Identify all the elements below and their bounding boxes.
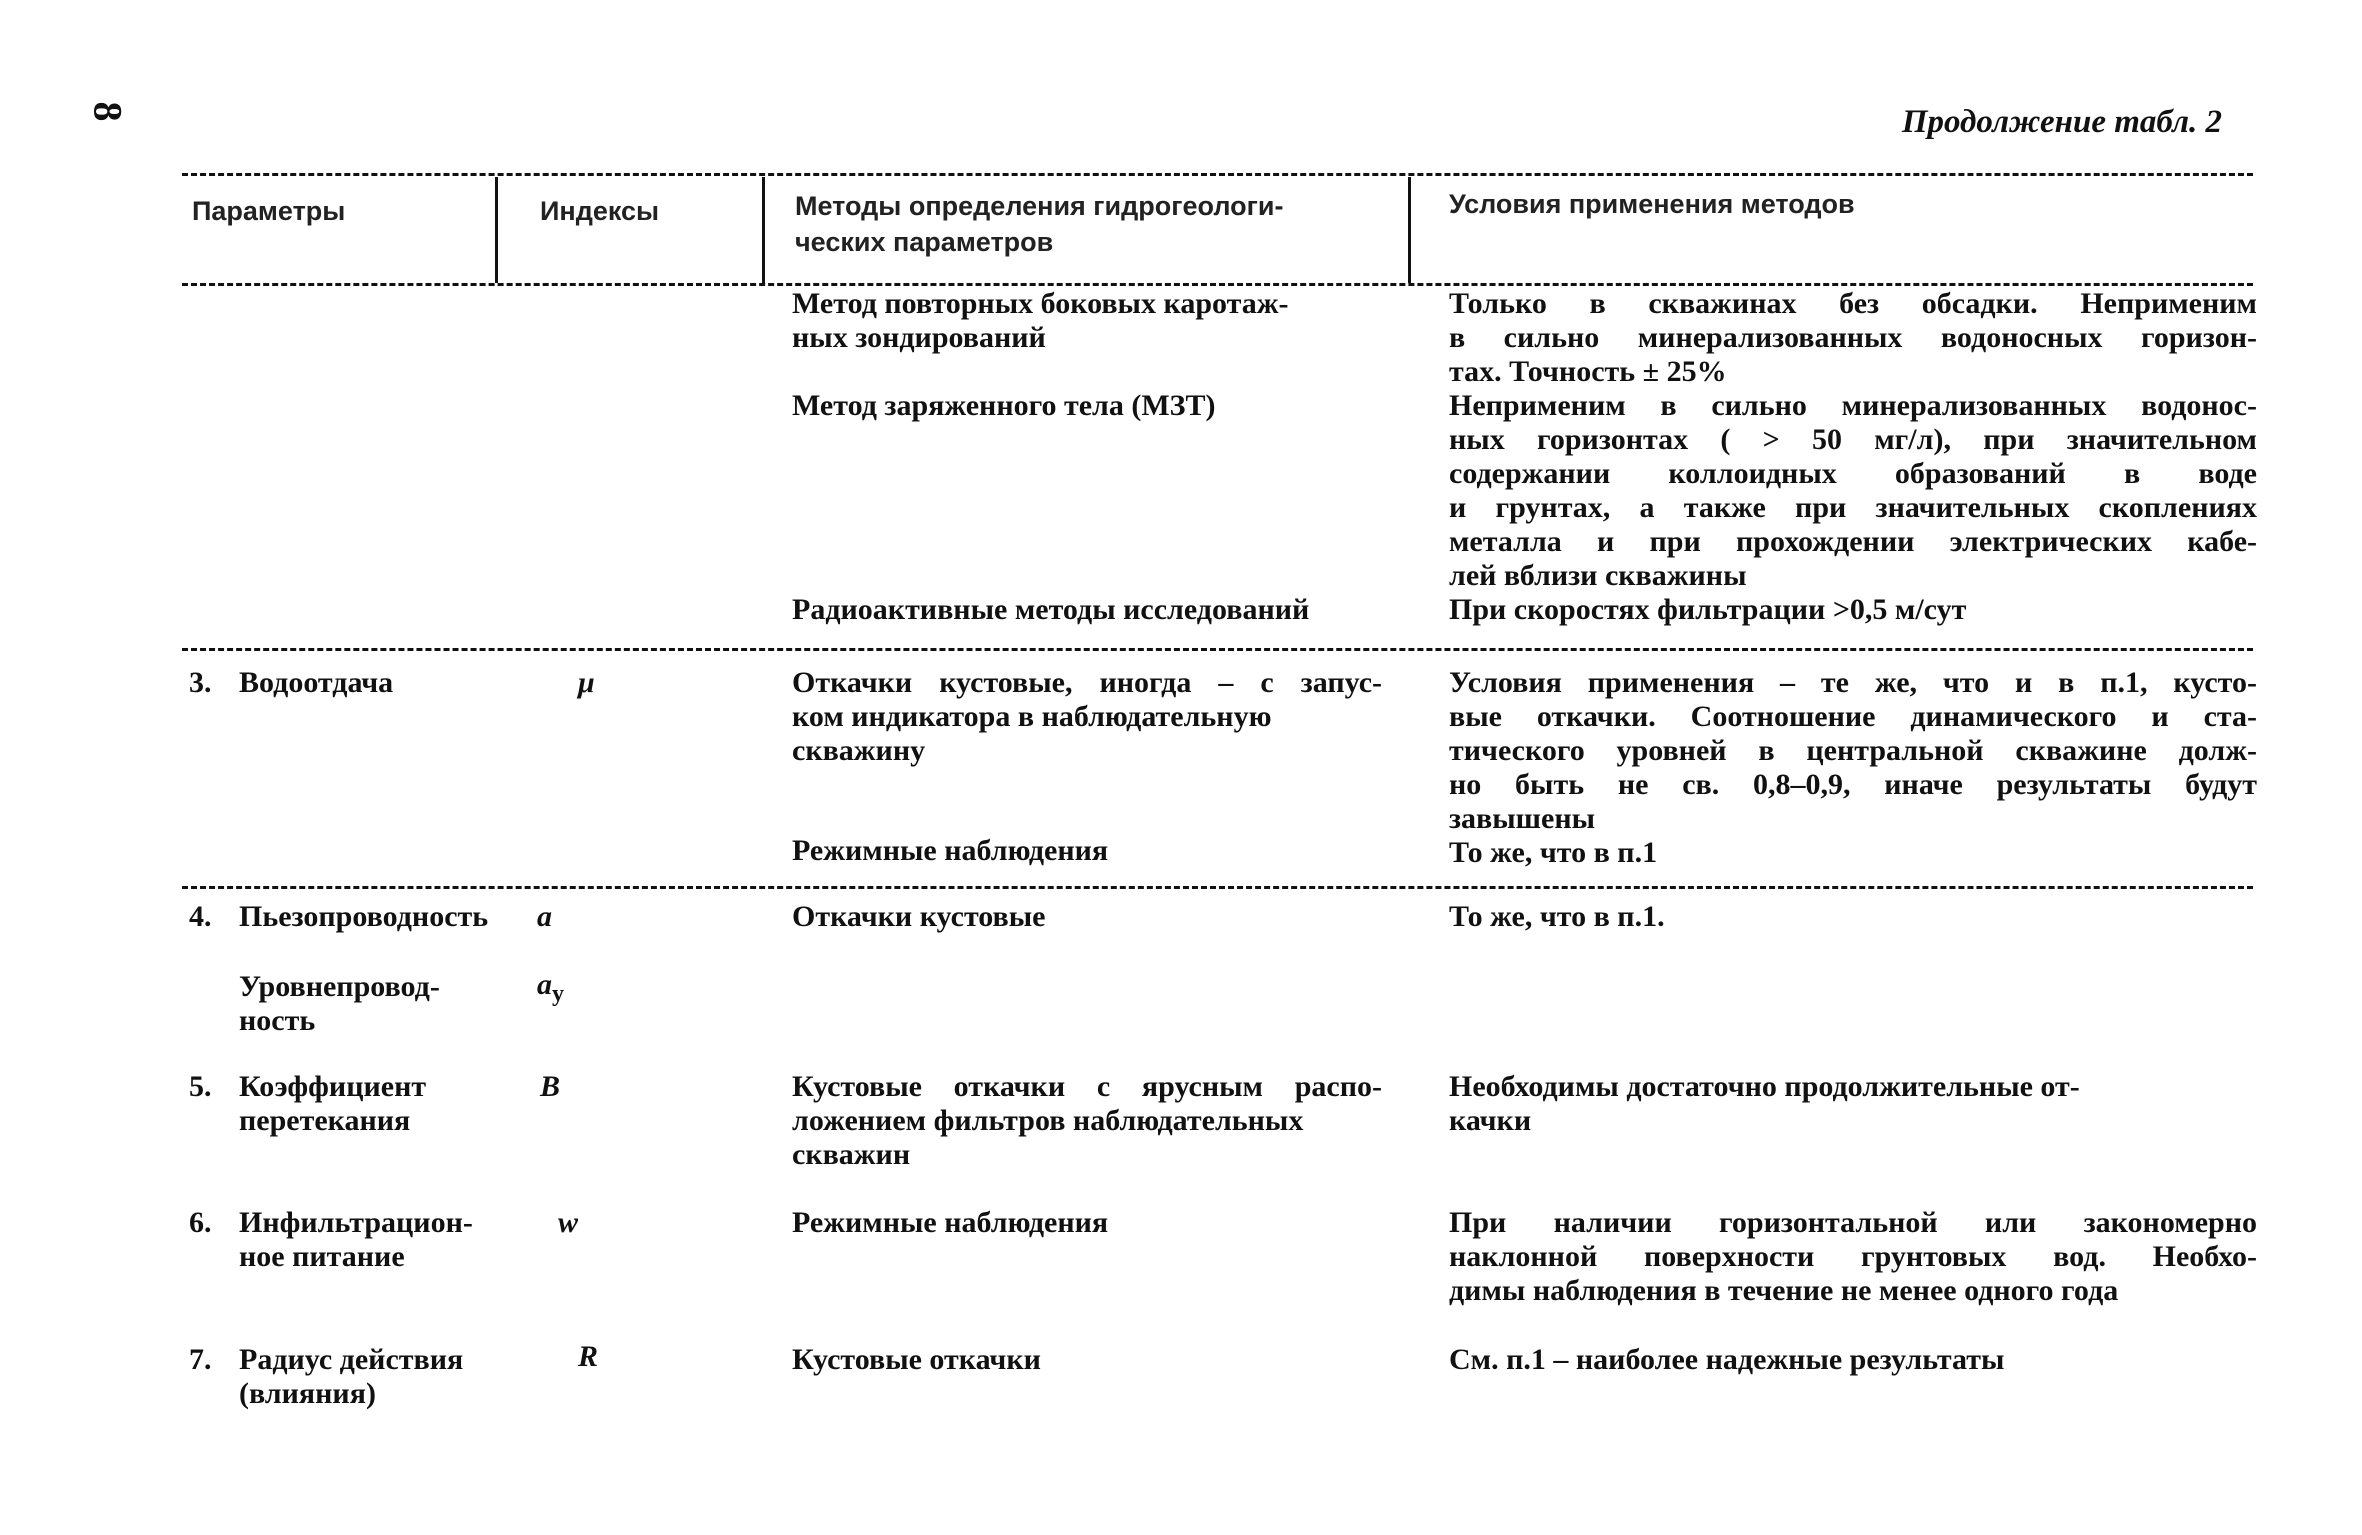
header-line: Методы определения гидрогеологи- bbox=[795, 191, 1284, 221]
text-line: Метод заряженного тела (МЗТ) bbox=[792, 389, 1216, 422]
row-number: 7. bbox=[189, 1343, 212, 1376]
index-subscript: y bbox=[552, 981, 564, 1007]
column-divider bbox=[1408, 177, 1411, 283]
column-header-parameters: Параметры bbox=[192, 196, 346, 226]
column-divider bbox=[495, 177, 498, 283]
text-line: качки bbox=[1449, 1104, 1532, 1137]
text-line: тах. Точность ± 25% bbox=[1449, 355, 1727, 388]
condition-cell bbox=[1449, 1206, 2257, 1308]
text-line: Откачки кустовые, иногда – с запус- bbox=[792, 666, 1382, 699]
text-line: Режимные наблюдения bbox=[792, 834, 1109, 867]
text-line: Инфильтрацион- bbox=[239, 1206, 473, 1239]
text-line: скважин bbox=[792, 1138, 911, 1171]
column-header-indices: Индексы bbox=[540, 196, 660, 226]
method-cell bbox=[792, 1070, 1382, 1172]
text-line: Неприменим в сильно минерализованных водонос- bbox=[1449, 389, 2257, 422]
text-line: Радиус действия bbox=[239, 1343, 464, 1376]
text-line: металла и при прохождении электрических кабе- bbox=[1449, 525, 2257, 558]
parameter-name: Пьезопроводность bbox=[239, 900, 489, 933]
parameter-name bbox=[239, 1206, 473, 1274]
text-line: димы наблюдения в течение не менее одного года bbox=[1449, 1274, 2119, 1307]
row-number: 3. bbox=[189, 666, 212, 699]
row-number: 4. bbox=[189, 900, 212, 933]
text-line: в сильно минерализованных водоносных горизон- bbox=[1449, 321, 2257, 354]
text-line: Уровнепровод- bbox=[239, 970, 440, 1003]
parameter-index: w bbox=[558, 1206, 579, 1239]
table-top-rule bbox=[182, 173, 2253, 176]
parameter-index: μ bbox=[578, 666, 595, 699]
method-cell bbox=[792, 593, 1382, 627]
text-line: и грунтах, а также при значительных скоплениях bbox=[1449, 491, 2257, 524]
continuation-label: Продолжение табл. 2 bbox=[1901, 104, 2222, 140]
text-line: То же, что в п.1 bbox=[1449, 836, 1658, 869]
method-cell bbox=[792, 834, 1382, 868]
text-line: завышены bbox=[1449, 802, 1596, 835]
text-line: (влияния) bbox=[239, 1377, 376, 1410]
text-line: При наличии горизонтальной или закономерно bbox=[1449, 1206, 2257, 1239]
column-header-methods bbox=[795, 188, 1283, 260]
text-line: скважину bbox=[792, 734, 926, 767]
header-bottom-rule bbox=[182, 283, 2253, 286]
text-line: ком индикатора в наблюдательную bbox=[792, 700, 1272, 733]
method-cell: Откачки кустовые bbox=[792, 900, 1046, 933]
text-line: Только в скважинах без обсадки. Неприменим bbox=[1449, 287, 2257, 320]
method-cell bbox=[792, 389, 1382, 423]
text-line: Коэффициент bbox=[239, 1070, 427, 1103]
text-line: Необходимы достаточно продолжительные от- bbox=[1449, 1070, 2080, 1103]
condition-cell bbox=[1449, 287, 2257, 627]
row-separator bbox=[182, 648, 2253, 651]
column-header-conditions: Условия применения методов bbox=[1449, 189, 1855, 219]
column-divider bbox=[762, 177, 765, 283]
text-line: ложением фильтров наблюдательных bbox=[792, 1104, 1304, 1137]
text-line: Условия применения – те же, что и в п.1, кусто- bbox=[1449, 666, 2257, 699]
text-line: наклонной поверхности грунтовых вод. Необхо- bbox=[1449, 1240, 2257, 1273]
text-line: ных зондирований bbox=[792, 321, 1046, 354]
text-line: Кустовые откачки с ярусным распо- bbox=[792, 1070, 1382, 1103]
page-number: 8 bbox=[85, 101, 131, 122]
parameter-name bbox=[239, 1070, 426, 1138]
text-line: При скоростях фильтрации >0,5 м/сут bbox=[1449, 593, 1967, 626]
method-cell bbox=[792, 287, 1382, 355]
parameter-index: B bbox=[540, 1070, 561, 1103]
text-line: ность bbox=[239, 1004, 316, 1037]
parameter-name: Водоотдача bbox=[239, 666, 394, 699]
text-line: Радиоактивные методы исследований bbox=[792, 593, 1310, 626]
row-number: 5. bbox=[189, 1070, 212, 1103]
text-line: но быть не св. 0,8–0,9, иначе результаты будут bbox=[1449, 768, 2257, 801]
parameter-index: a bbox=[537, 900, 552, 933]
text-line: лей вблизи скважины bbox=[1449, 559, 1747, 592]
row-separator bbox=[182, 886, 2253, 889]
condition-cell bbox=[1449, 666, 2257, 870]
parameter-index bbox=[537, 968, 564, 1011]
condition-cell: То же, что в п.1. bbox=[1449, 900, 1665, 933]
text-line: Метод повторных боковых каротаж- bbox=[792, 287, 1289, 320]
method-cell: Кустовые откачки bbox=[792, 1343, 1041, 1376]
row-number: 6. bbox=[189, 1206, 212, 1239]
method-cell: Режимные наблюдения bbox=[792, 1206, 1109, 1239]
parameter-index: R bbox=[578, 1340, 599, 1373]
parameter-name bbox=[239, 970, 440, 1038]
method-cell bbox=[792, 666, 1382, 768]
condition-cell bbox=[1449, 1070, 2257, 1138]
text-line: вые откачки. Соотношение динамического и ста- bbox=[1449, 700, 2257, 733]
index-symbol: a bbox=[537, 968, 552, 1001]
text-line: перетекания bbox=[239, 1104, 411, 1137]
parameter-name bbox=[239, 1343, 463, 1411]
condition-cell: См. п.1 – наиболее надежные результаты bbox=[1449, 1343, 2005, 1376]
text-line: ное питание bbox=[239, 1240, 405, 1273]
text-line: ных горизонтах ( > 50 мг/л), при значительном bbox=[1449, 423, 2257, 456]
text-line: тического уровней в центральной скважине долж- bbox=[1449, 734, 2257, 767]
text-line: содержании коллоидных образований в воде bbox=[1449, 457, 2257, 490]
header-line: ческих параметров bbox=[795, 227, 1054, 257]
